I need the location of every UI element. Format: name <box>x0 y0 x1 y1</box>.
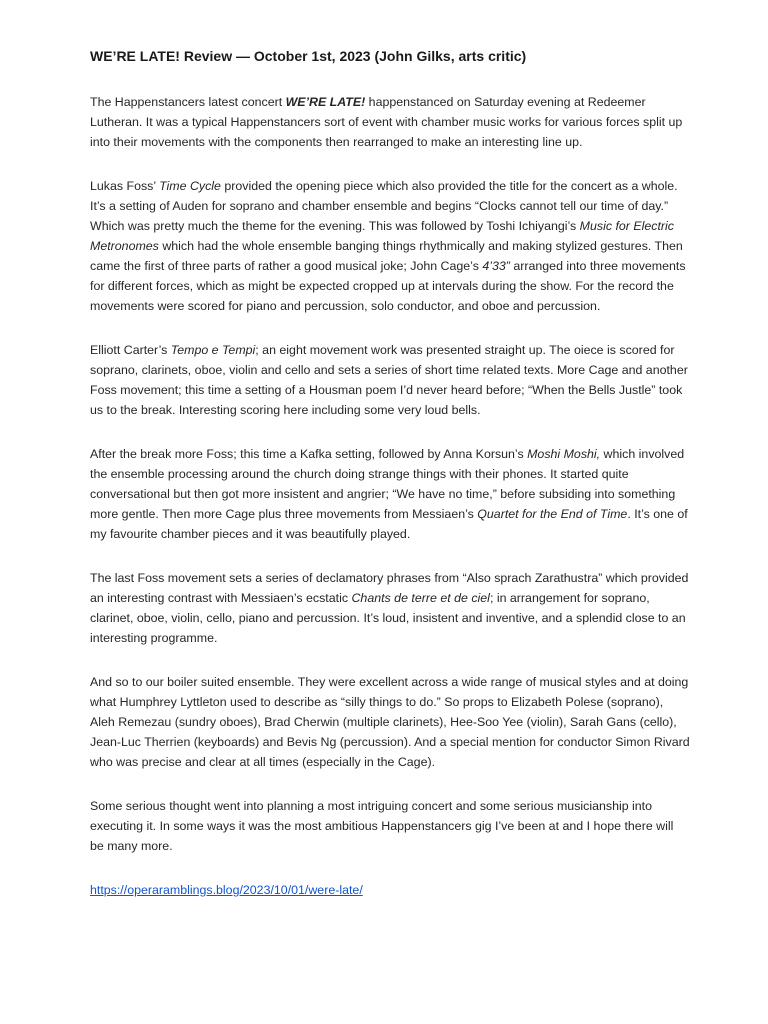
paragraph-3 <box>90 340 690 420</box>
text-run: WE’RE LATE! <box>285 95 366 109</box>
paragraph-6 <box>90 672 690 772</box>
paragraph-4 <box>90 444 690 544</box>
text-run: Moshi Moshi, <box>527 447 601 461</box>
text-run: And so to our boiler suited ensemble. They were excellent across a wide range of musical styles and at doing what Humphrey Lyttleton used to describe as “silly things to do.” So props to Elizabeth Polese (soprano), Aleh Remezau (sundry oboes), Brad Cherwin (multiple clarinets), Hee-Soo Yee (violin), Sarah Gans (cello), Jean-Luc Therrien (keyboards) and Bevis Ng (percussion). And a special mention for conductor Simon Rivard who was precise and clear at all times (especially in the Cage). <box>90 675 690 769</box>
text-run: 4’33” <box>482 259 510 273</box>
text-run: happenstanced on Saturday evening at Redeemer Lutheran. It was a typical Happenstancers sort of event with chamber music works for various forces split up into their movements with the components then rearranged to make an interesting line up. <box>90 95 683 149</box>
text-run: which involved the ensemble processing around the church doing strange things with their phones. It started quite conversational but then got more insistent and angrier; “We have no time,” before subsiding into something more gentle. Then more Cage plus three movements from Messiaen’s <box>90 447 685 521</box>
paragraph-7 <box>90 796 690 856</box>
text-run: Some serious thought went into planning a most intriguing concert and some serious musicianship into executing it. In some ways it was the most ambitious Happenstancers gig I’ve been at and I hope there will be many more. <box>90 799 674 853</box>
text-run: The Happenstancers latest concert <box>90 95 286 109</box>
paragraph-1 <box>90 92 690 152</box>
text-run: ; an eight movement work was presented straight up. The oiece is scored for soprano, clarinets, oboe, violin and cello and sets a series of short time related texts. More Cage and another Foss movement; this time a setting of a Housman poem I’d never heard before; “When the Bells Justle” took us to the break. Interesting scoring here including some very loud bells. <box>90 343 688 417</box>
text-run: Tempo e Tempi <box>170 343 256 357</box>
source-link[interactable]: https://operaramblings.blog/2023/10/01/were-late/ <box>90 883 363 897</box>
text-run: provided the opening piece which also provided the title for the concert as a whole. It’s a setting of Auden for soprano and chamber ensemble and begins “Clocks cannot tell our time of day.” Which was pretty much the theme for the evening. This was followed by Toshi Ichiyangi’s <box>90 179 678 233</box>
paragraph-2 <box>90 176 690 316</box>
text-run: . It’s one of my favourite chamber pieces and it was beautifully played. <box>90 507 688 541</box>
page-title: WE’RE LATE! Review — October 1st, 2023 (John Gilks, arts critic) <box>90 48 527 64</box>
paragraph-5 <box>90 568 690 648</box>
article-body <box>90 92 690 856</box>
text-run: Chants de terre et de ciel <box>351 591 490 605</box>
text-run: Time Cycle <box>159 179 221 193</box>
text-run: ; in arrangement for soprano, clarinet, oboe, violin, cello, piano and percussion. It’s loud, insistent and inventive, and a splendid close to an interesting programme. <box>90 591 686 645</box>
text-run: Lukas Foss’ <box>90 179 160 193</box>
text-run: The last Foss movement sets a series of declamatory phrases from “Also sprach Zarathustra” which provided an interesting contrast with Messiaen’s ecstatic <box>90 571 689 605</box>
text-run: which had the whole ensemble banging things rhythmically and making stylized gestures. Then came the first of three parts of rather a good musical joke; John Cage’s <box>90 239 683 273</box>
document-page <box>90 46 690 900</box>
text-run: Quartet for the End of Time <box>477 507 628 521</box>
text-run: Elliott Carter’s <box>90 343 171 357</box>
text-run: arranged into three movements for different forces, which as might be expected cropped up at intervals during the show. For the record the movements were scored for piano and percussion, solo conductor, and oboe and percussion. <box>90 259 686 313</box>
text-run: Music for Electric Metronomes <box>90 219 674 253</box>
text-run: After the break more Foss; this time a Kafka setting, followed by Anna Korsun’s <box>90 447 528 461</box>
